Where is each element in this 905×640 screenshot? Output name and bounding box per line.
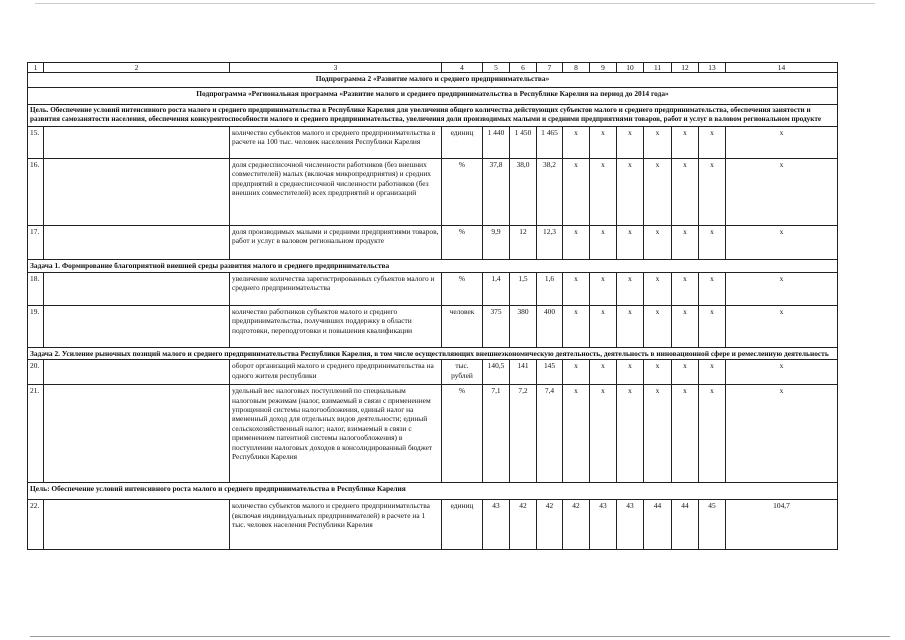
value-cell: x: [672, 158, 699, 225]
value-cell: x: [699, 225, 726, 259]
col-num: 13: [699, 63, 726, 73]
cell-col2: [44, 158, 230, 225]
indicator-name: удельный вес налоговых поступлений по специальным налоговым режимам (налог, взимаемый в связи с применением упрощенной системы налогообложения, единый налог на вмененный доход для отдельных видов деятельности; единый сельскохозяйственный налог; налог, взимаемый в связи с применением патентной системы налогообложения) в поступлении налоговых доходов в консолидированный бюджет Республики Карелия: [230, 385, 442, 483]
scan-top-line: [35, 3, 875, 4]
value-cell: x: [644, 272, 672, 305]
unit: %: [442, 225, 483, 259]
value-cell: 43: [483, 500, 510, 550]
task-2-text: Задача 2. Усиление рыночных позиций малого и среднего предпринимательства Республики Карелия, в том числе осуществляющих внешнеэкономическую деятельность, деятельность в инновационной сфере и ремесленную деятельность: [28, 347, 838, 359]
value-cell: x: [617, 225, 644, 259]
value-cell: 1 440: [483, 126, 510, 158]
value-cell: x: [672, 225, 699, 259]
value-cell: x: [726, 385, 838, 483]
col-num: 1: [28, 63, 44, 73]
unit: единиц: [442, 500, 483, 550]
table-row: [28, 500, 838, 550]
value-cell: 140,5: [483, 360, 510, 385]
value-cell: x: [672, 305, 699, 347]
value-cell: x: [617, 158, 644, 225]
value-cell: x: [644, 225, 672, 259]
value-cell: x: [699, 360, 726, 385]
value-cell: x: [563, 272, 590, 305]
value-cell: 37,8: [483, 158, 510, 225]
value-cell: 1,5: [510, 272, 537, 305]
table-row: [28, 158, 838, 225]
value-cell: 45: [699, 500, 726, 550]
value-cell: 12: [510, 225, 537, 259]
table-row: [28, 225, 838, 259]
value-cell: 1 465: [537, 126, 563, 158]
row-number: 19.: [28, 305, 44, 347]
value-cell: x: [563, 225, 590, 259]
goal-1-text: Цель. Обеспечение условий интенсивного роста малого и среднего предпринимательства в Республике Карелия для увеличения общего количества действующих субъектов малого и среднего предпринимательства, обеспечения занятости и развития самозанятости населения, обеспечения конкурентоспособности малого и среднего предпринимательства, увеличения доли производимых малыми и средними предприятиями товаров, работ и услуг в валовом региональном продукте: [28, 105, 838, 127]
regional-program-title: Подпрограмма «Региональная программа «Развитие малого и среднего предпринимательства в Республике Карелия на период до 2014 года»: [28, 88, 838, 105]
value-cell: x: [644, 360, 672, 385]
value-cell: 400: [537, 305, 563, 347]
value-cell: x: [726, 126, 838, 158]
value-cell: 38,0: [510, 158, 537, 225]
subprogram-row: [28, 73, 838, 88]
value-cell: 7,1: [483, 385, 510, 483]
value-cell: x: [563, 305, 590, 347]
cell-col2: [44, 305, 230, 347]
table-row: [28, 272, 838, 305]
row-number: 18.: [28, 272, 44, 305]
value-cell: x: [617, 360, 644, 385]
value-cell: 44: [644, 500, 672, 550]
value-cell: x: [617, 126, 644, 158]
row-number: 21.: [28, 385, 44, 483]
value-cell: 44: [672, 500, 699, 550]
task-row: [28, 259, 838, 272]
value-cell: x: [672, 126, 699, 158]
row-number: 22.: [28, 500, 44, 550]
value-cell: x: [699, 126, 726, 158]
value-cell: 42: [510, 500, 537, 550]
indicator-name: доля производимых малыми и средними предприятиями товаров, работ и услуг в валовом региональном продукте: [230, 225, 442, 259]
indicators-table: [27, 62, 838, 550]
value-cell: 12,3: [537, 225, 563, 259]
value-cell: x: [590, 225, 617, 259]
value-cell: x: [726, 225, 838, 259]
value-cell: 9,9: [483, 225, 510, 259]
value-cell: 145: [537, 360, 563, 385]
col-num: 7: [537, 63, 563, 73]
indicator-name: увеличение количества зарегистрированных субъектов малого и среднего предпринимательства: [230, 272, 442, 305]
cell-col2: [44, 225, 230, 259]
unit: человек: [442, 305, 483, 347]
cell-col2: [44, 272, 230, 305]
value-cell: x: [672, 360, 699, 385]
value-cell: x: [590, 360, 617, 385]
row-number: 16.: [28, 158, 44, 225]
indicator-name: количество субъектов малого и среднего предпринимательства в расчете на 100 тыс. человек населения Республики Карелия: [230, 126, 442, 158]
value-cell: x: [590, 158, 617, 225]
indicator-name: количество субъектов малого и среднего предпринимательства (включая индивидуальных предпринимателей) в расчете на 1 тыс. человек населения Республики Карелия: [230, 500, 442, 550]
cell-col2: [44, 126, 230, 158]
col-num: 8: [563, 63, 590, 73]
row-number: 17.: [28, 225, 44, 259]
value-cell: 7,4: [537, 385, 563, 483]
cell-col2: [44, 360, 230, 385]
value-cell: x: [672, 272, 699, 305]
value-cell: x: [590, 305, 617, 347]
value-cell: x: [563, 360, 590, 385]
value-cell: 42: [537, 500, 563, 550]
value-cell: x: [563, 385, 590, 483]
value-cell: 43: [590, 500, 617, 550]
value-cell: 104,7: [726, 500, 838, 550]
value-cell: 1,6: [537, 272, 563, 305]
value-cell: x: [563, 126, 590, 158]
cell-col2: [44, 385, 230, 483]
table-row: [28, 385, 838, 483]
value-cell: x: [726, 305, 838, 347]
value-cell: 42: [563, 500, 590, 550]
value-cell: x: [672, 385, 699, 483]
value-cell: x: [590, 126, 617, 158]
value-cell: 7,2: [510, 385, 537, 483]
value-cell: x: [617, 272, 644, 305]
column-number-row: [28, 63, 838, 73]
value-cell: 1 450: [510, 126, 537, 158]
task-1-text: Задача 1. Формирование благоприятной внешней среды развития малого и среднего предпринимательства: [28, 259, 838, 272]
row-number: 15.: [28, 126, 44, 158]
value-cell: x: [644, 305, 672, 347]
table-row: [28, 360, 838, 385]
value-cell: x: [699, 272, 726, 305]
value-cell: x: [726, 158, 838, 225]
unit: %: [442, 272, 483, 305]
indicator-name: оборот организаций малого и среднего предпринимательства на одного жителя республики: [230, 360, 442, 385]
value-cell: x: [590, 385, 617, 483]
value-cell: x: [590, 272, 617, 305]
col-num: 3: [230, 63, 442, 73]
col-num: 2: [44, 63, 230, 73]
col-num: 12: [672, 63, 699, 73]
value-cell: 38,2: [537, 158, 563, 225]
value-cell: x: [699, 305, 726, 347]
table-row: [28, 305, 838, 347]
value-cell: x: [699, 158, 726, 225]
indicator-name: доля среднесписочной численности работников (без внешних совместителей) малых (включая микропредприятия) и средних предприятий в среднесписочной численности работников (без внешних совместителей) всех предприятий и организаций: [230, 158, 442, 225]
unit: тыс. рублей: [442, 360, 483, 385]
value-cell: x: [644, 385, 672, 483]
table-row: [28, 126, 838, 158]
col-num: 4: [442, 63, 483, 73]
goal-2-text: Цель: Обеспечение условий интенсивного роста малого и среднего предпринимательства в Республике Карелия: [28, 483, 838, 500]
value-cell: x: [563, 158, 590, 225]
cell-col2: [44, 500, 230, 550]
col-num: 11: [644, 63, 672, 73]
regional-program-row: [28, 88, 838, 105]
goal-row: [28, 483, 838, 500]
value-cell: x: [617, 305, 644, 347]
unit: %: [442, 385, 483, 483]
goal-row: [28, 105, 838, 127]
value-cell: x: [699, 385, 726, 483]
indicator-name: количество работников субъектов малого и среднего предпринимательства, получивших поддержку в области подготовки, переподготовки и повышения квалификации: [230, 305, 442, 347]
value-cell: 141: [510, 360, 537, 385]
col-num: 10: [617, 63, 644, 73]
unit: %: [442, 158, 483, 225]
col-num: 9: [590, 63, 617, 73]
value-cell: x: [726, 272, 838, 305]
value-cell: 43: [617, 500, 644, 550]
col-num: 6: [510, 63, 537, 73]
subprogram-title: Подпрограмма 2 «Развитие малого и среднего предпринимательства»: [28, 73, 838, 88]
value-cell: x: [617, 385, 644, 483]
task-row: [28, 347, 838, 359]
scan-bottom-line: [30, 636, 890, 637]
value-cell: x: [644, 158, 672, 225]
value-cell: x: [726, 360, 838, 385]
value-cell: x: [644, 126, 672, 158]
row-number: 20.: [28, 360, 44, 385]
col-num: 5: [483, 63, 510, 73]
col-num: 14: [726, 63, 838, 73]
unit: единиц: [442, 126, 483, 158]
value-cell: 380: [510, 305, 537, 347]
value-cell: 1,4: [483, 272, 510, 305]
value-cell: 375: [483, 305, 510, 347]
